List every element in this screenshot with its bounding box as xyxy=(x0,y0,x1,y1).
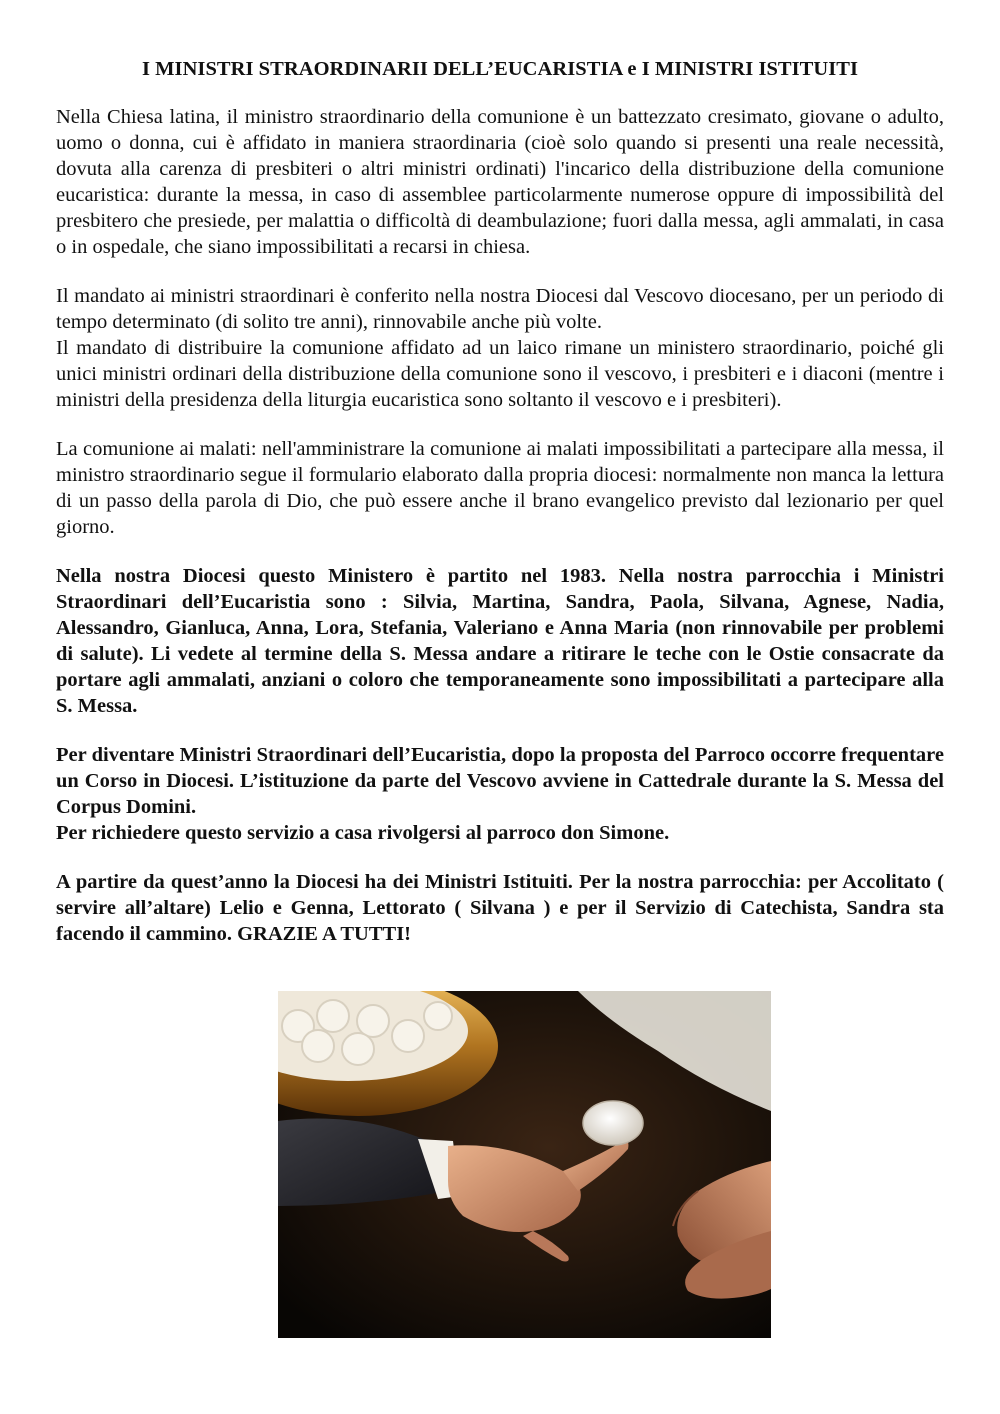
paragraph-become-minister-line-1: Per diventare Ministri Straordinari dell’Eucaristia, dopo la proposta del Parroco occorre frequentare un Corso in Diocesi. L’istituzione da parte del Vescovo avviene in Cattedrale durante la S. Messa del Corpus Domini. xyxy=(56,744,944,818)
page-title: I MINISTRI STRAORDINARII DELL’EUCARISTIA e I MINISTRI ISTITUITI xyxy=(141,58,859,80)
paragraph-definition: Nella Chiesa latina, il ministro straordinario della comunione è un battezzato cresimato, giovane o adulto, uomo o donna, cui è affidato in maniera straordinaria (cioè solo quando si presenti una reale necessità, dovuta alla carenza di presbiteri o altri ministri ordinati) l'incarico della distribuzione della comunione eucaristica: durante la messa, in caso di assemblee particolarmente numerose oppure di impossibilità del presbitero che presiede, per malattia o difficoltà di deambulazione; fuori dalla messa, agli ammalati, in casa o in ospedale, che siano impossibilitati a recarsi in chiesa. xyxy=(56,106,944,258)
paragraph-instituted-ministers: A partire da quest’anno la Diocesi ha dei Ministri Istituiti. Per la nostra parrocchia: per Accolitato ( servire all’altare) Lelio e Genna, Lettorato ( Silvana ) e per il Servizio di Catechista, Sandra sta facendo il cammino. GRAZIE A TUTTI! xyxy=(56,871,944,945)
document-page xyxy=(56,56,944,970)
host-wafer xyxy=(583,1101,643,1145)
communion-photo xyxy=(278,991,771,1338)
paragraph-mandate-line-2: Il mandato di distribuire la comunione affidato ad un laico rimane un ministero straordinario, poiché gli unici ministri ordinari della distribuzione della comunione sono il vescovo, i presbiteri e i diaconi (mentre i ministri della presidenza della liturgia eucaristica sono soltanto il vescovo e i presbiteri). xyxy=(56,337,944,411)
paragraph-become-minister xyxy=(56,742,944,846)
paragraph-sick-communion: La comunione ai malati: nell'amministrare la comunione ai malati impossibilitati a partecipare alla messa, il ministro straordinario segue il formulario elaborato dalla propria diocesi: normalmente non manca la lettura di un passo della parola di Dio, che può essere anche il brano evangelico previsto dal lezionario per quel giorno. xyxy=(56,438,944,538)
communion-illustration xyxy=(278,991,771,1338)
paragraph-become-minister-line-2: Per richiedere questo servizio a casa rivolgersi al parroco don Simone. xyxy=(56,822,670,844)
paragraph-mandate xyxy=(56,283,944,413)
paragraph-mandate-line-1: Il mandato ai ministri straordinari è conferito nella nostra Diocesi dal Vescovo diocesano, per un periodo di tempo determinato (di solito tre anni), rinnovabile anche più volte. xyxy=(56,285,944,333)
paragraph-parish-ministers: Nella nostra Diocesi questo Ministero è partito nel 1983. Nella nostra parrocchia i Ministri Straordinari dell’Eucaristia sono : Silvia, Martina, Sandra, Paola, Silvana, Agnese, Nadia, Alessandro, Gianluca, Anna, Lora, Stefania, Valeriano e Anna Maria (non rinnovabile per problemi di salute). Li vedete al termine della S. Messa andare a ritirare le teche con le Ostie consacrate da portare agli ammalati, anziani o coloro che temporaneamente sono impossibilitati a partecipare alla S. Messa. xyxy=(56,565,944,717)
